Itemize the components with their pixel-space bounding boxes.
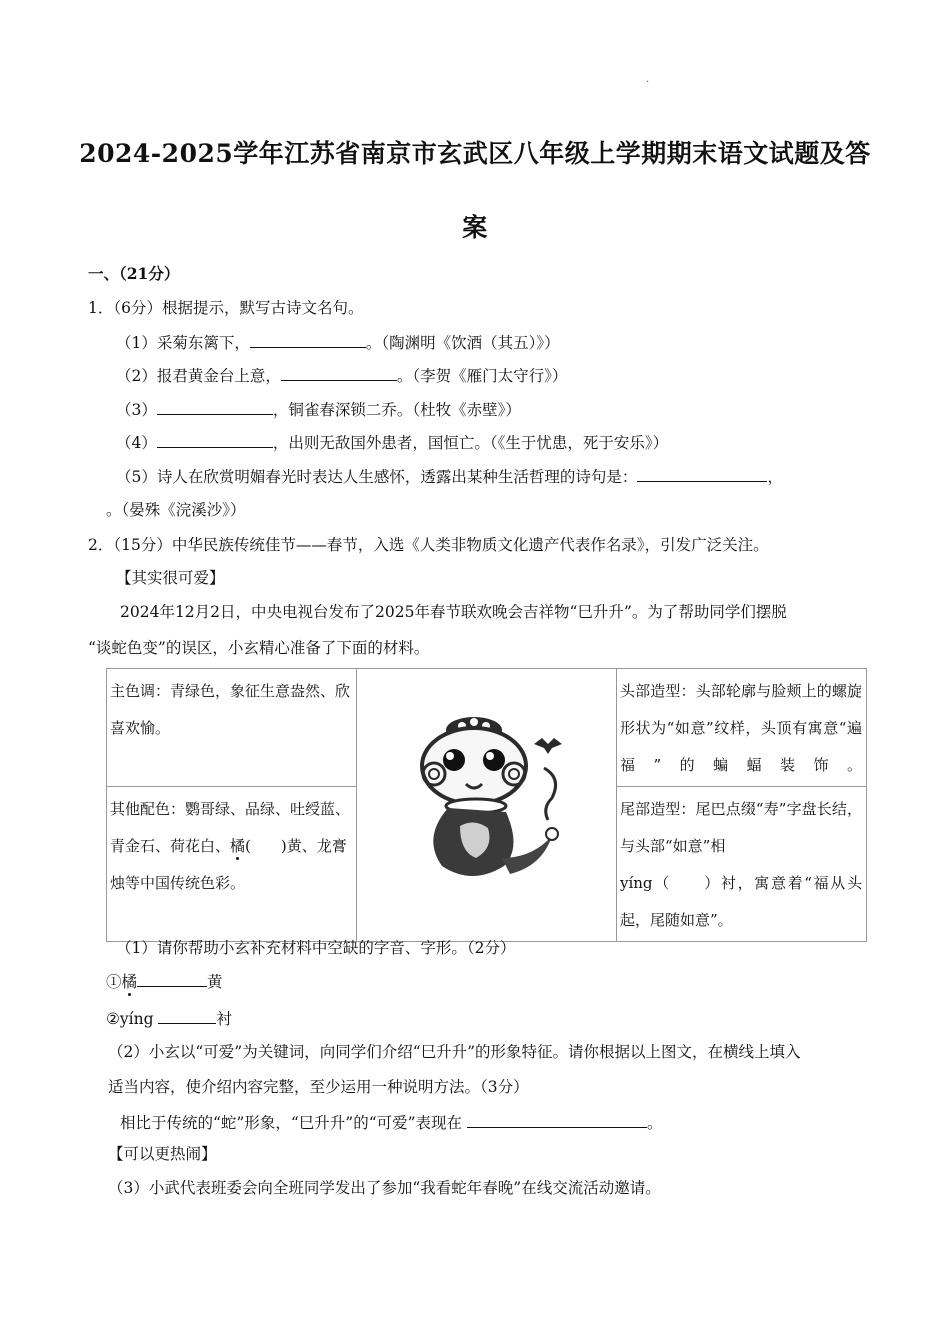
answer-blank[interactable] xyxy=(157,398,273,415)
cell-head-shape: 头部造型：头部轮廓与脸颊上的螺旋形状为“如意”纹样，头顶有寓意“遍福”的蝙蝠装饰。 xyxy=(617,669,867,787)
cell-tail-shape: 尾部造型：尾巴点缀“寿”字盘长结，与头部“如意”相 yíng（ ）衬，寓意着“福从头起，尾随如意”。 xyxy=(617,787,867,942)
answer-blank[interactable] xyxy=(157,431,273,448)
mascot-image-cell xyxy=(357,669,617,942)
q1-stem: 1．（6分）根据提示，默写古诗文名句。 xyxy=(88,299,364,317)
section-one-label: 一、（21分） xyxy=(88,264,180,283)
q2-answer2: ②yíng 衬 xyxy=(106,1007,232,1029)
cell-main-color: 主色调：青绿色，象征生意盎然、欣喜欢愉。 xyxy=(107,669,357,787)
q2-answer1: ①橘 黄 xyxy=(106,970,223,992)
answer-blank[interactable] xyxy=(250,331,366,348)
page-title-line2: 案 xyxy=(462,213,488,242)
q1-item5-cont: 。（晏殊《浣溪沙》） xyxy=(106,501,246,519)
q2-sub2-line2: 适当内容，使介绍内容完整，至少运用一种说明方法。（3分） xyxy=(108,1078,529,1096)
q1-item1: （1）采菊东篱下， 。（陶渊明《饮酒（其五）》） xyxy=(116,331,560,353)
q2-sub3: （3）小武代表班委会向全班同学发出了参加“我看蛇年春晚”在线交流活动邀请。 xyxy=(108,1179,661,1197)
q2-sub2-answer: 相比于传统的“蛇”形象，“巳升升”的“可爱”表现在 。 xyxy=(120,1111,663,1133)
q2-sub1: （1）请你帮助小玄补充材料中空缺的字音、字形。（2分） xyxy=(116,939,516,957)
q1-item5: （5）诗人在欣赏明媚春光时表达人生感怀，透露出某种生活哲理的诗句是： ， xyxy=(116,465,783,487)
q1-item4: （4） ，出则无敌国外患者，国恒亡。（《生于忧患，死于安乐》） xyxy=(116,431,668,453)
q2-sub2-line1: （2）小玄以“可爱”为关键词，向同学们介绍“巳升升”的形象特征。请你根据以上图文，在横线上填入 xyxy=(108,1043,801,1061)
mascot-snake-illustration xyxy=(402,708,572,888)
q2-para-line2: “谈蛇色变”的误区，小玄精心准备了下面的材料。 xyxy=(88,639,430,657)
q2-para-line1: 2024年12月2日，中央电视台发布了2025年春节联欢晚会吉祥物“巳升升”。为了帮助同学们摆脱 xyxy=(120,603,787,621)
answer-blank[interactable] xyxy=(637,465,767,482)
answer-blank[interactable] xyxy=(281,364,397,381)
emphasized-char: 橘 xyxy=(121,973,138,991)
answer-blank[interactable] xyxy=(467,1111,647,1128)
q2-heading1: 【其实很可爱】 xyxy=(116,569,225,587)
q1-item2: （2）报君黄金台上意， 。（李贺《雁门太守行》） xyxy=(116,364,567,386)
q2-stem: 2．（15分）中华民族传统佳节——春节，入选《人类非物质文化遗产代表作名录》，引发广泛关注。 xyxy=(88,536,769,554)
answer-blank[interactable] xyxy=(137,970,207,987)
q1-item3: （3） ，铜雀春深锁二乔。（杜牧《赤壁》） xyxy=(116,398,521,420)
cell-other-colors: 其他配色：鹦哥绿、品绿、吐绶蓝、青金石、荷花白、橘( )黄、龙膏烛等中国传统色彩。 xyxy=(107,787,357,942)
mascot-info-table xyxy=(106,668,867,942)
q2-heading2: 【可以更热闹】 xyxy=(108,1145,217,1163)
emphasized-char: 橘 xyxy=(230,837,246,855)
page-title-line1: 2024-2025学年江苏省南京市玄武区八年级上学期期末语文试题及答 xyxy=(79,139,871,168)
answer-blank[interactable] xyxy=(158,1007,216,1024)
page-dot: . xyxy=(646,74,650,85)
